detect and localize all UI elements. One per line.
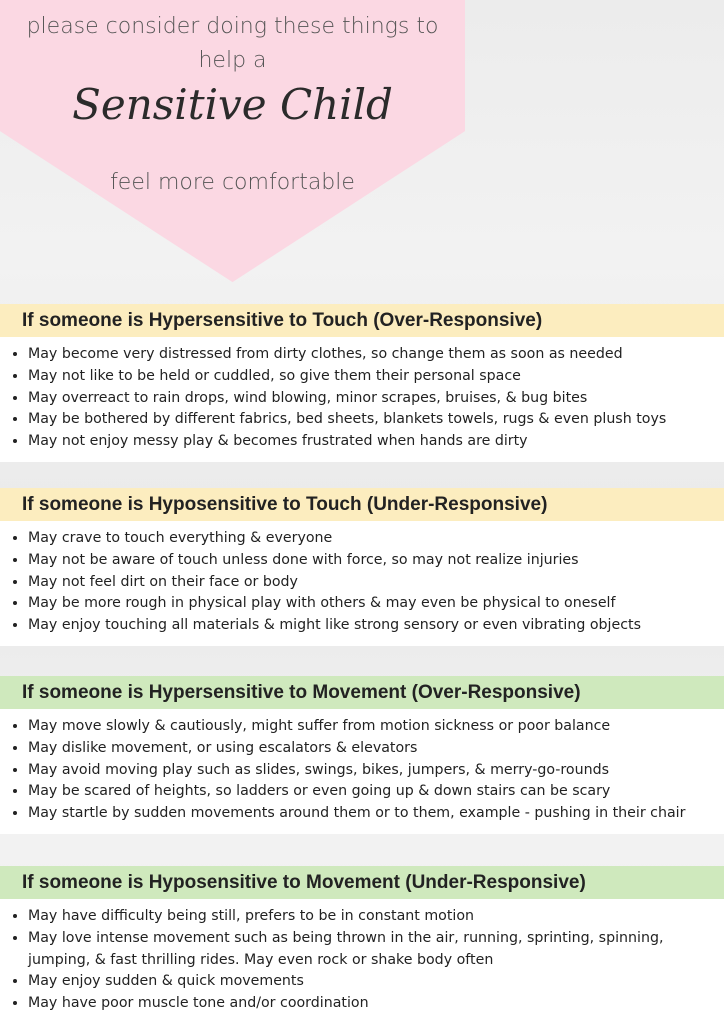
list-item: • May avoid moving play such as slides, swings, bikes, jumpers, & merry-go-rounds — [28, 760, 724, 782]
section-hyposensitive-touch — [0, 488, 724, 646]
bullet-list — [0, 899, 724, 1024]
list-item: • May move slowly & cautiously, might suffer from motion sickness or poor balance — [28, 716, 724, 738]
list-item: • May not like to be held or cuddled, so give them their personal space — [28, 366, 724, 388]
section-heading: If someone is Hypersensitive to Touch (Over-Responsive) — [0, 304, 724, 337]
page-title: Sensitive Child — [72, 80, 393, 129]
section-hypersensitive-movement — [0, 676, 724, 834]
section-heading: If someone is Hyposensitive to Touch (Under-Responsive) — [0, 488, 724, 521]
section-body — [0, 337, 724, 462]
list-item: • May be scared of heights, so ladders or even going up & down stairs can be scary — [28, 781, 724, 803]
bullet-list — [0, 521, 724, 646]
list-item: • May have difficulty being still, prefers to be in constant motion — [28, 906, 724, 928]
section-hyposensitive-movement — [0, 866, 724, 1024]
intro-line-3: feel more comfortable — [110, 170, 355, 195]
bullet-list — [0, 337, 724, 462]
list-item: • May startle by sudden movements around them or to them, example - pushing in their chair — [28, 803, 724, 825]
list-item: • May not feel dirt on their face or body — [28, 572, 724, 594]
intro-line-1: please consider doing these things to — [26, 14, 439, 39]
list-item: • May crave to touch everything & everyone — [28, 528, 724, 550]
list-item: • May not enjoy messy play & becomes frustrated when hands are dirty — [28, 431, 724, 453]
section-body — [0, 899, 724, 1024]
section-heading: If someone is Hypersensitive to Movement (Over-Responsive) — [0, 676, 724, 709]
list-item: • May be bothered by different fabrics, bed sheets, blankets towels, rugs & even plush toys — [28, 409, 724, 431]
list-item: • May enjoy sudden & quick movements — [28, 971, 724, 993]
list-item: • May overreact to rain drops, wind blowing, minor scrapes, bruises, & bug bites — [28, 388, 724, 410]
bullet-list — [0, 709, 724, 834]
section-body — [0, 709, 724, 834]
list-item: • May become very distressed from dirty clothes, so change them as soon as needed — [28, 344, 724, 366]
list-item: • May dislike movement, or using escalators & elevators — [28, 738, 724, 760]
section-heading: If someone is Hyposensitive to Movement (Under-Responsive) — [0, 866, 724, 899]
section-body — [0, 521, 724, 646]
list-item: • May be more rough in physical play with others & may even be physical to oneself — [28, 593, 724, 615]
list-item: • May not be aware of touch unless done with force, so may not realize injuries — [28, 550, 724, 572]
header-banner — [0, 0, 465, 285]
intro-line-2: help a — [198, 48, 267, 73]
list-item: • May enjoy touching all materials & might like strong sensory or even vibrating objects — [28, 615, 724, 637]
list-item: • May love intense movement such as being thrown in the air, running, sprinting, spinning, jumping, & fast thrilling rides. May even rock or shake body often — [28, 928, 724, 972]
section-hypersensitive-touch — [0, 304, 724, 462]
list-item: • May have poor muscle tone and/or coordination — [28, 993, 724, 1015]
